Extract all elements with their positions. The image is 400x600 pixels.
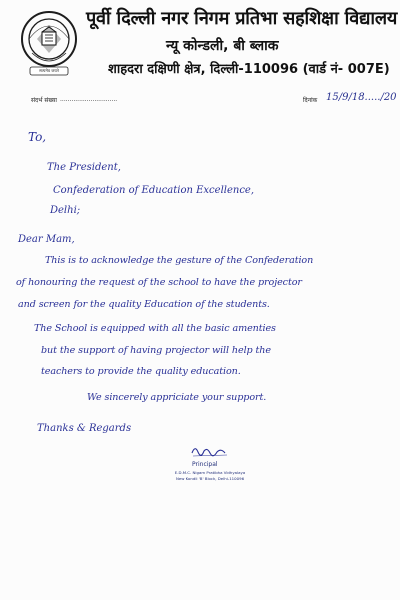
- body-line: but the support of having projector will help the: [41, 345, 271, 356]
- logo-motto: सत्यमेव जयते: [39, 68, 59, 73]
- body-line: and screen for the quality Education of the students.: [18, 299, 270, 310]
- stamp-line: New Kondli 'B' Block, Delhi-110096: [175, 476, 245, 481]
- recipient-organisation: Confederation of Education Excellence,: [53, 185, 255, 196]
- school-address: न्यू कोन्डली, बी ब्लाक: [166, 38, 279, 54]
- school-zone: शाहदरा दक्षिणी क्षेत्र, दिल्ली-110096 (वार्ड नं- 007E): [108, 62, 390, 77]
- body-line: of honouring the request of the school to have the projector: [16, 277, 302, 288]
- signature-block: [140, 443, 280, 513]
- reference-label: संदर्भ संख्या: [31, 97, 57, 104]
- school-name: पूर्वी दिल्ली नगर निगम प्रतिभा सहशिक्षा विद्यालय: [86, 8, 398, 29]
- date-label: दिनांक: [303, 97, 318, 104]
- body-line: This is to acknowledge the gesture of the Confederation: [45, 255, 314, 266]
- recipient-city: Delhi;: [50, 205, 81, 216]
- thanks-regards: Thanks & Regards: [37, 423, 132, 434]
- date-value: 15/9/18...../20: [326, 92, 397, 103]
- closing-line: We sincerely appriciate your support.: [87, 392, 267, 403]
- recipient-title: The President,: [47, 162, 121, 173]
- stamp-line: E.D.M.C. Nigam Pratibha Vidhyalaya: [174, 470, 246, 475]
- body-line: teachers to provide the quality education.: [41, 366, 241, 377]
- principal-title: Principal: [192, 461, 218, 468]
- salutation-to: To,: [28, 130, 47, 144]
- reference-dots: ..............................: [60, 96, 118, 103]
- handwritten-signature: [190, 443, 230, 459]
- reference-row: [0, 94, 400, 108]
- greeting: Dear Mam,: [18, 234, 75, 245]
- body-line: The School is equipped with all the basic amenties: [34, 323, 276, 334]
- letterhead: [0, 0, 400, 105]
